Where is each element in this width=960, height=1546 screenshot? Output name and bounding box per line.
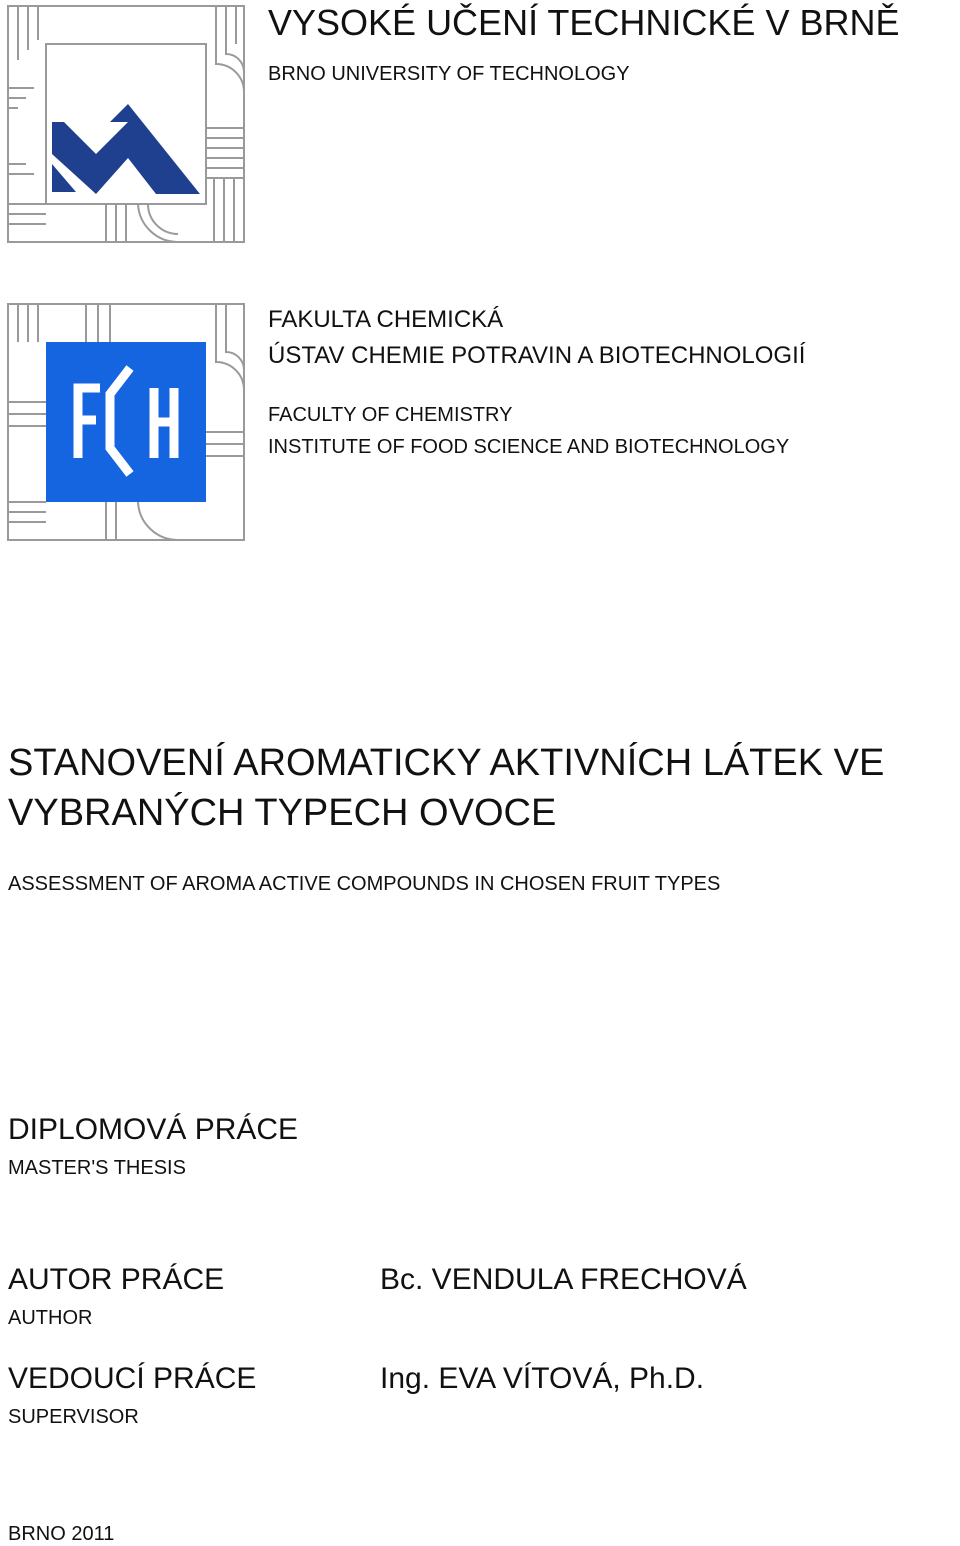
fch-logo-icon (6, 302, 246, 542)
vut-logo-icon (6, 4, 246, 244)
thesis-type-cz: DIPLOMOVÁ PRÁCE (8, 1113, 299, 1146)
institute-name-en: INSTITUTE OF FOOD SCIENCE AND BIOTECHNOLOGY (268, 436, 790, 458)
institute-name-cz: ÚSTAV CHEMIE POTRAVIN A BIOTECHNOLOGIÍ (268, 342, 806, 369)
thesis-title-en: ASSESSMENT OF AROMA ACTIVE COMPOUNDS IN CHOSEN FRUIT TYPES (8, 873, 721, 895)
faculty-name-en: FACULTY OF CHEMISTRY (268, 404, 513, 426)
author-label-en: AUTHOR (8, 1307, 93, 1329)
thesis-title-cz-line1: STANOVENÍ AROMATICKY AKTIVNÍCH LÁTEK VE (8, 742, 885, 784)
faculty-name-cz: FAKULTA CHEMICKÁ (268, 306, 504, 333)
place-year: BRNO 2011 (8, 1523, 115, 1545)
university-name-cz: VYSOKÉ UČENÍ TECHNICKÉ V BRNĚ (268, 2, 900, 43)
supervisor-name: Ing. EVA VÍTOVÁ, Ph.D. (380, 1362, 705, 1395)
supervisor-label-cz: VEDOUCÍ PRÁCE (8, 1362, 257, 1395)
supervisor-label-en: SUPERVISOR (8, 1406, 139, 1428)
thesis-title-cz-line2: VYBRANÝCH TYPECH OVOCE (8, 792, 557, 834)
thesis-type-en: MASTER'S THESIS (8, 1157, 186, 1179)
author-name: Bc. VENDULA FRECHOVÁ (380, 1263, 747, 1296)
university-name-en: BRNO UNIVERSITY OF TECHNOLOGY (268, 63, 630, 85)
author-label-cz: AUTOR PRÁCE (8, 1263, 225, 1296)
